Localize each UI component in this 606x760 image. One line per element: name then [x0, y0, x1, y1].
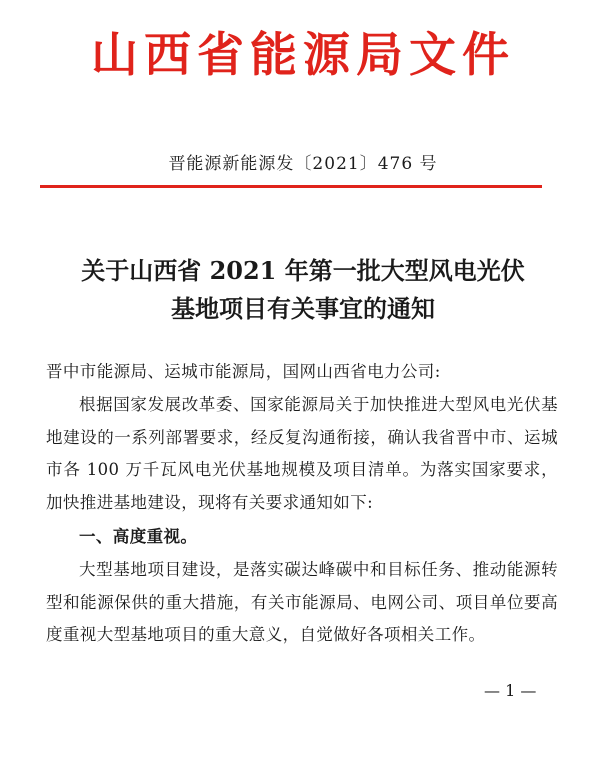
paragraph-intro: 根据国家发展改革委、国家能源局关于加快推进大型风电光伏基地建设的一系列部署要求，经反复沟通衔接，确认我省晋中市、运城市各 100 万千瓦风电光伏基地规模及项目清单。为落实国家要求，加快推进基地建设，现将有关要求通知如下: [46, 395, 558, 512]
page-number: — 1 — [484, 681, 537, 700]
addressee-line: 晋中市能源局、运城市能源局，国网山西省电力公司: [46, 362, 441, 381]
issuer-header: 山西省能源局文件 [91, 28, 515, 83]
notice-title-line-2: 基地项目有关事宜的通知 [171, 294, 435, 323]
notice-title [0, 252, 606, 328]
paragraph-section-1: 大型基地项目建设，是落实碳达峰碳中和目标任务、推动能源转型和能源保供的重大措施，有关市能源局、电网公司、项目单位要高度重视大型基地项目的重大意义，自觉做好各项相关工作。 [46, 560, 558, 644]
notice-title-line-1: 关于山西省 2021 年第一批大型风电光伏 [81, 256, 525, 285]
red-separator-line [40, 185, 542, 188]
document-number: 晋能源新能源发〔2021〕476 号 [168, 154, 438, 174]
section-heading-1: 一、高度重视。 [79, 527, 198, 546]
